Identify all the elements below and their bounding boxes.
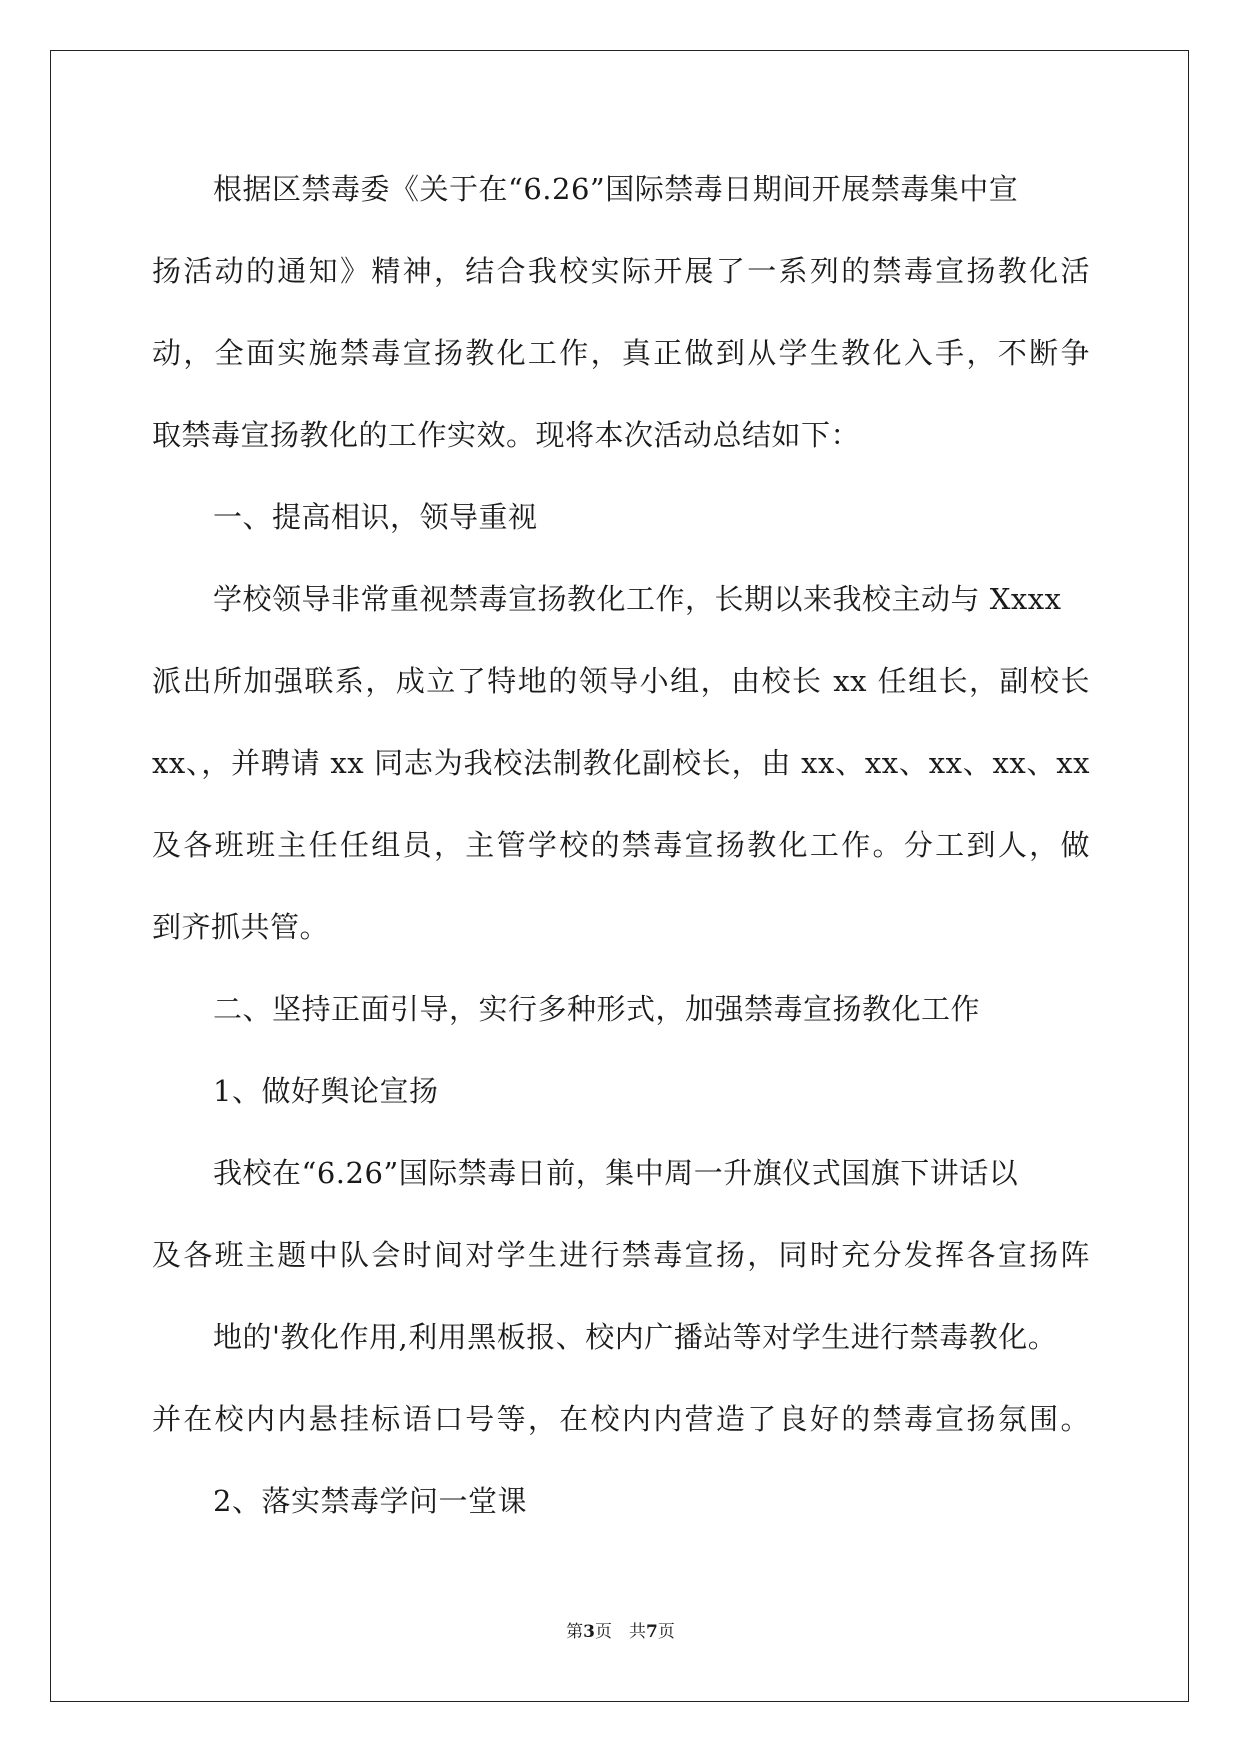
footer-total-pages: 7 [646, 1622, 658, 1642]
footer-prefix: 第 [566, 1622, 584, 1642]
paragraph-line: 及各班主题中队会时间对学生进行禁毒宣扬，同时充分发挥各宣扬阵 [152, 1238, 1090, 1272]
paragraph-line: 及各班班主任任组员，主管学校的禁毒宣扬教化工作。分工到人，做 [152, 828, 1090, 862]
section-heading-2: 二、坚持正面引导，实行多种形式，加强禁毒宣扬教化工作 [213, 992, 981, 1026]
paragraph-line: 到齐抓共管。 [152, 910, 330, 944]
paragraph-line: 并在校内内悬挂标语口号等，在校内内营造了良好的禁毒宣扬氛围。 [152, 1402, 1090, 1436]
document-body [152, 162, 1090, 1529]
paragraph-line: 派出所加强联系，成立了特地的领导小组，由校长 xx 任组长，副校长 [152, 664, 1090, 698]
paragraph-line: 扬活动的通知》精神，结合我校实际开展了一系列的禁毒宣扬教化活 [152, 254, 1090, 288]
paragraph-line: 动，全面实施禁毒宣扬教化工作，真正做到从学生教化入手，不断争 [152, 336, 1090, 370]
subsection-heading-2: 2、落实禁毒学问一堂课 [213, 1484, 527, 1518]
footer-mid: 页 共 [595, 1622, 646, 1642]
footer-page-number: 3 [583, 1622, 595, 1642]
paragraph-line: 我校在“6.26”国际禁毒日前，集中周一升旗仪式国旗下讲话以 [213, 1156, 1019, 1190]
page-footer [0, 1617, 1241, 1642]
section-heading-1: 一、提高相识，领导重视 [213, 500, 538, 534]
subsection-heading-1: 1、做好舆论宣扬 [213, 1074, 439, 1108]
paragraph-line: xx、，并聘请 xx 同志为我校法制教化副校长，由 xx、xx、xx、xx、xx [152, 746, 1090, 780]
footer-suffix: 页 [657, 1622, 675, 1642]
paragraph-line: 学校领导非常重视禁毒宣扬教化工作，长期以来我校主动与 Xxxx [213, 582, 1062, 616]
paragraph-line: 根据区禁毒委《关于在“6.26”国际禁毒日期间开展禁毒集中宣 [213, 172, 1019, 206]
paragraph-line: 地的'教化作用,利用黑板报、校内广播站等对学生进行禁毒教化。 [213, 1320, 1058, 1354]
paragraph-line: 取禁毒宣扬教化的工作实效。现将本次活动总结如下： [152, 418, 861, 452]
